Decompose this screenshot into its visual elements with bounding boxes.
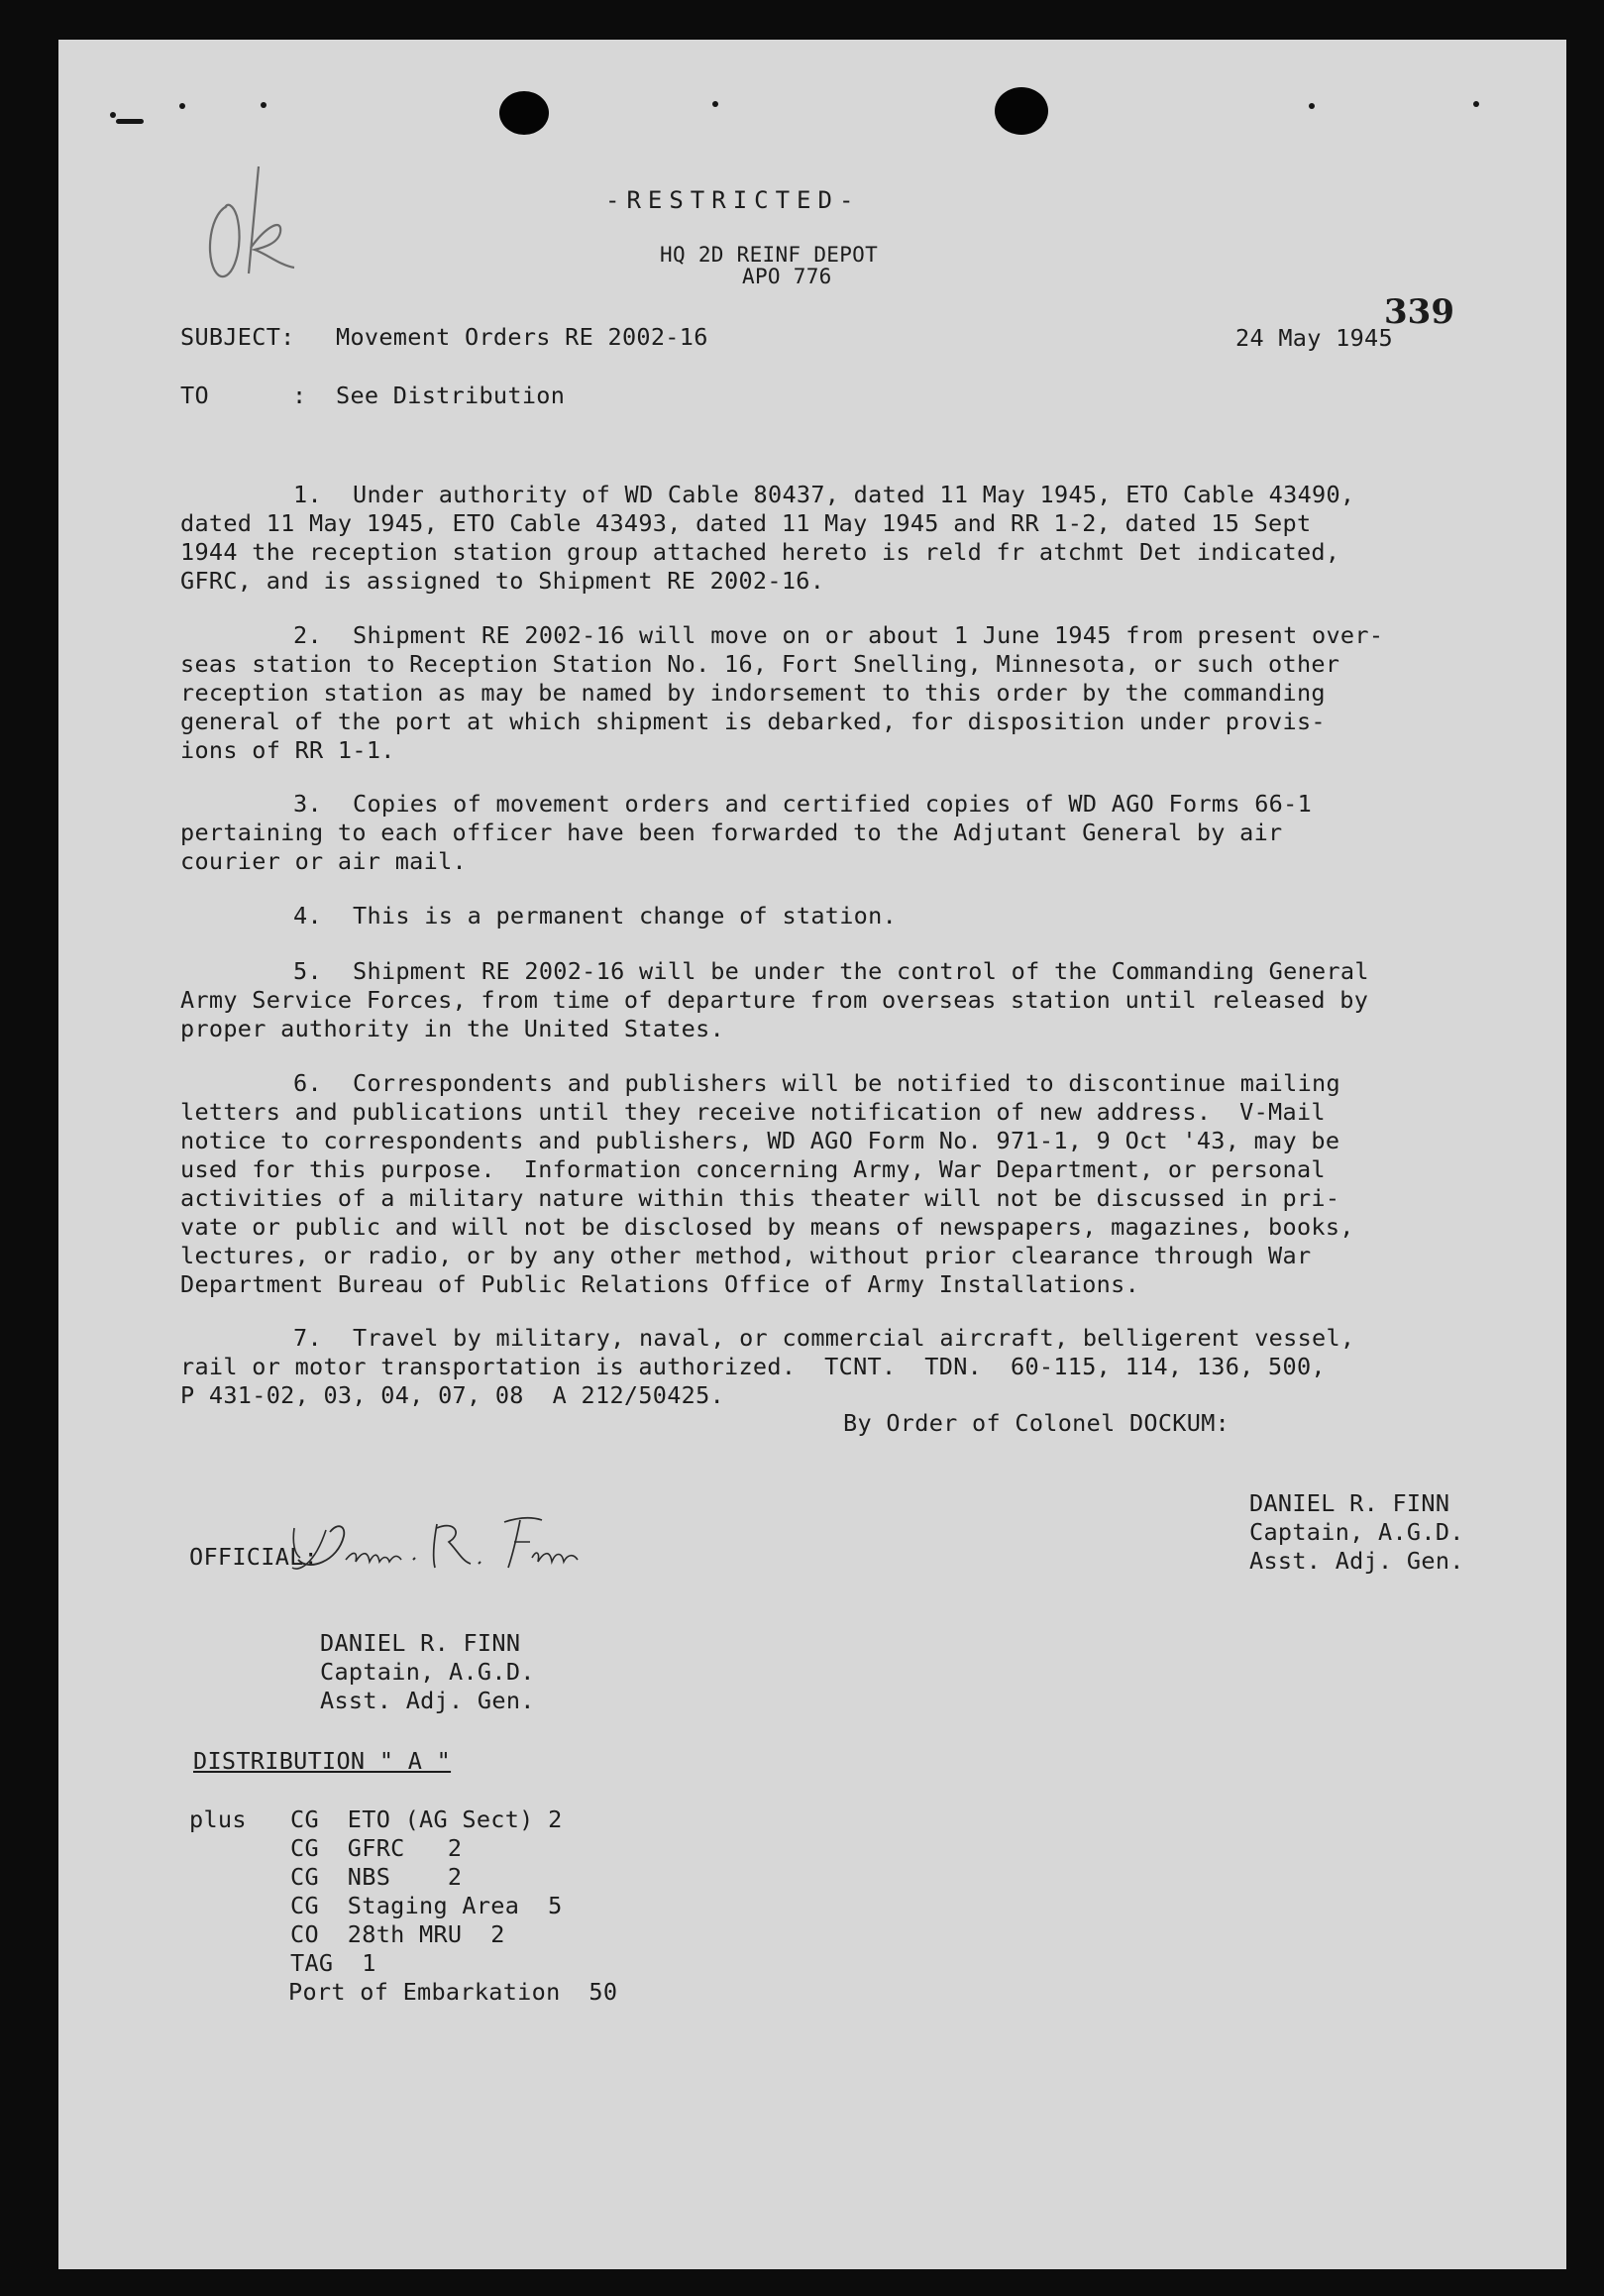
distribution-heading: DISTRIBUTION " A " <box>193 1747 452 1775</box>
distribution-plus: plus <box>189 1805 247 1833</box>
page-number: 339 <box>1384 292 1454 332</box>
paragraph-number: 4. <box>293 902 322 929</box>
paragraph-line: This is a permanent change of station. <box>353 902 898 929</box>
to-text: See Distribution <box>336 382 566 409</box>
paragraph-line: vate or public and will not be disclosed by means of newspapers, magazines, books, <box>180 1213 1354 1241</box>
paragraph-line: activities of a military nature within this theater will not be discussed in pri- <box>180 1184 1340 1212</box>
ink-speck <box>1309 103 1315 109</box>
ink-speck <box>110 112 116 118</box>
distribution-item: TAG 1 <box>290 1949 376 1977</box>
signer-right-name: DANIEL R. FINN <box>1249 1489 1450 1517</box>
paragraph-number: 6. <box>293 1069 322 1097</box>
paragraph-line: notice to correspondents and publishers, WD AGO Form No. 971-1, 9 Oct '43, may be <box>180 1127 1340 1154</box>
signer-left-title: Asst. Adj. Gen. <box>320 1687 535 1714</box>
paragraph-line: proper authority in the United States. <box>180 1015 725 1042</box>
unit-heading: HQ 2D REINF DEPOT <box>660 243 879 267</box>
memo-date: 24 May 1945 <box>1235 324 1393 352</box>
subject-label: SUBJECT: <box>180 323 295 351</box>
punch-hole-left <box>499 91 549 135</box>
paragraph-number: 7. <box>293 1324 322 1352</box>
distribution-item: CG NBS 2 <box>290 1863 463 1891</box>
distribution-item: CG Staging Area 5 <box>290 1892 563 1919</box>
subject-text: Movement Orders RE 2002-16 <box>336 323 708 351</box>
paragraph-line: Under authority of WD Cable 80437, dated 11 May 1945, ETO Cable 43490, <box>353 481 1355 508</box>
paragraph-line: pertaining to each officer have been forwarded to the Adjutant General by air <box>180 819 1283 846</box>
ink-speck <box>116 119 144 124</box>
paragraph-line: reception station as may be named by indorsement to this order by the commanding <box>180 679 1326 707</box>
paragraph-line: Copies of movement orders and certified copies of WD AGO Forms 66-1 <box>353 790 1313 818</box>
paragraph-number: 5. <box>293 957 322 985</box>
paragraph-line: GFRC, and is assigned to Shipment RE 2002-16. <box>180 567 825 595</box>
paragraph-line: Travel by military, naval, or commercial aircraft, belligerent vessel, <box>353 1324 1355 1352</box>
paragraph-line: Army Service Forces, from time of departure from overseas station until released by <box>180 986 1369 1014</box>
paragraph-number: 1. <box>293 481 322 508</box>
paragraph-line: Shipment RE 2002-16 will be under the control of the Commanding General <box>353 957 1369 985</box>
to-colon: : <box>292 382 307 409</box>
paragraph-line: courier or air mail. <box>180 847 467 875</box>
distribution-item: CG ETO (AG Sect) 2 <box>290 1805 563 1833</box>
classification-heading: -RESTRICTED- <box>605 186 861 214</box>
signer-left-name: DANIEL R. FINN <box>320 1629 521 1657</box>
paragraph-line: used for this purpose. Information concerning Army, War Department, or personal <box>180 1155 1326 1183</box>
ink-speck <box>261 102 267 108</box>
signer-right-rank: Captain, A.G.D. <box>1249 1518 1464 1546</box>
distribution-item: CG GFRC 2 <box>290 1834 463 1862</box>
paragraph-line: lectures, or radio, or by any other method, without prior clearance through War <box>180 1242 1312 1269</box>
distribution-item: Port of Embarkation 50 <box>288 1978 618 2006</box>
apo-heading: APO 776 <box>742 266 832 285</box>
paragraph-line: Correspondents and publishers will be notified to discontinue mailing <box>353 1069 1340 1097</box>
paragraph-line: P 431-02, 03, 04, 07, 08 A 212/50425. <box>180 1381 725 1409</box>
signer-right-title: Asst. Adj. Gen. <box>1249 1547 1464 1575</box>
order-line: By Order of Colonel DOCKUM: <box>843 1409 1230 1437</box>
punch-hole-right <box>995 87 1048 135</box>
ink-speck <box>179 103 185 109</box>
paragraph-line: letters and publications until they receive notification of new address. V-Mail <box>180 1098 1326 1126</box>
official-label: OFFICIAL: <box>189 1543 319 1571</box>
distribution-item: CO 28th MRU 2 <box>290 1920 505 1948</box>
margin-note-ok <box>197 157 316 295</box>
paragraph-line: dated 11 May 1945, ETO Cable 43493, dated 11 May 1945 and RR 1-2, dated 15 Sept <box>180 509 1312 537</box>
paragraph-line: rail or motor transportation is authorized. TCNT. TDN. 60-115, 114, 136, 500, <box>180 1353 1326 1380</box>
paragraph-line: Department Bureau of Public Relations Office of Army Installations. <box>180 1270 1140 1298</box>
paragraph-number: 3. <box>293 790 322 818</box>
paragraph-line: general of the port at which shipment is debarked, for disposition under provis- <box>180 708 1326 735</box>
paragraph-line: 1944 the reception station group attached hereto is reld fr atchmt Det indicated, <box>180 538 1340 566</box>
ink-speck <box>712 101 718 107</box>
paragraph-line: seas station to Reception Station No. 16, Fort Snelling, Minnesota, or such other <box>180 650 1340 678</box>
paragraph-line: ions of RR 1-1. <box>180 736 395 764</box>
document-page <box>58 40 1566 2269</box>
handwritten-signature <box>288 1506 586 1585</box>
paragraph-number: 2. <box>293 621 322 649</box>
signer-left-rank: Captain, A.G.D. <box>320 1658 535 1686</box>
paragraph-line: Shipment RE 2002-16 will move on or about 1 June 1945 from present over- <box>353 621 1384 649</box>
to-label: TO <box>180 382 209 409</box>
ink-speck <box>1473 101 1479 107</box>
